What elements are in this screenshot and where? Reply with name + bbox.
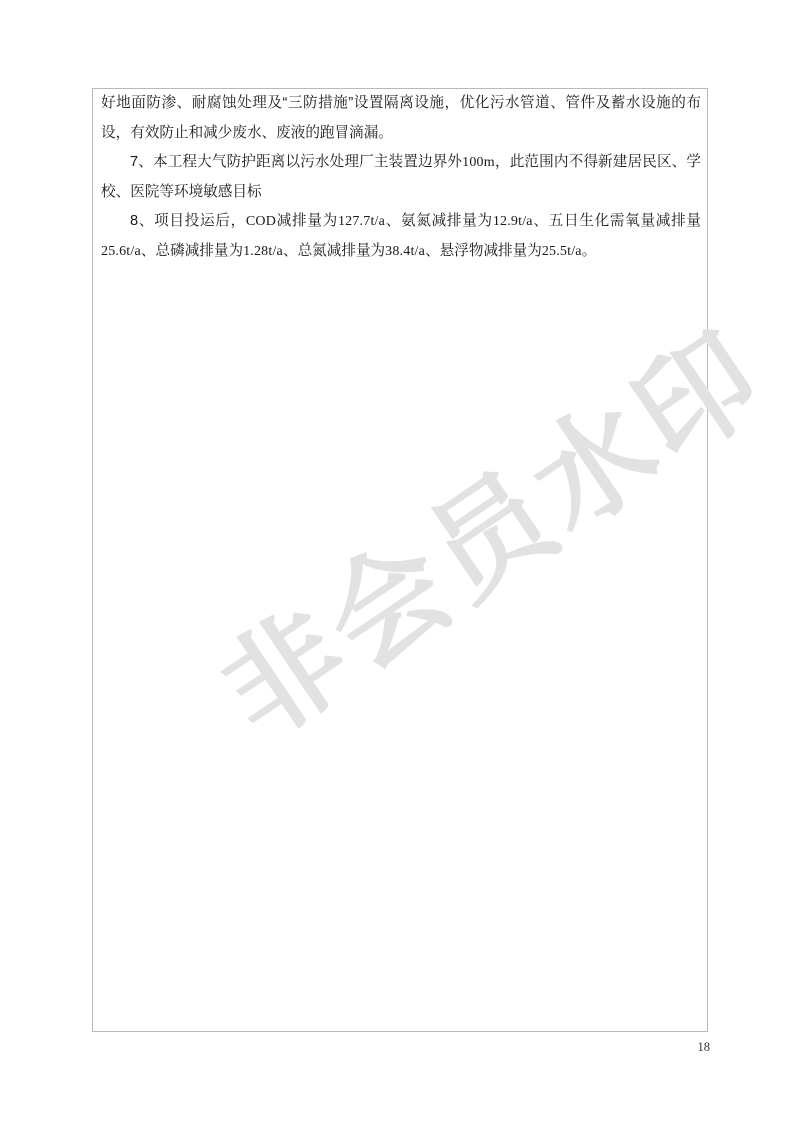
- text-run-cjk: 8、项目投运后，: [130, 213, 246, 229]
- text-run-latin: 12.9t/a: [492, 214, 533, 229]
- paragraph-p-continued: [101, 89, 701, 148]
- text-run-cjk: ，此范围内不得新建居民区、学校、医院等环境敏感目标: [101, 154, 701, 200]
- text-run-latin: 38.4t/a: [385, 243, 426, 259]
- page-content-frame: [92, 88, 790, 1032]
- text-run-latin: 25.5t/a: [541, 243, 582, 259]
- text-run-latin: 127.7t/a: [337, 214, 386, 229]
- text-run-cjk: 、悬浮物减排量为: [425, 242, 542, 259]
- text-run-latin: 25.6t/a: [101, 243, 141, 259]
- text-run-cjk: 、氨氮减排量为: [385, 213, 493, 229]
- text-run-cjk: 、总氮减排量为: [282, 242, 386, 259]
- text-run-latin: 100m: [462, 155, 495, 170]
- text-run-latin: 1.28t/a: [243, 243, 283, 259]
- text-run-cjk: 7、本工程大气防护距离以污水处理厂主装置边界外: [130, 154, 463, 170]
- text-run-cjk: 减排量为: [276, 213, 338, 229]
- text-run-cjk: 。: [581, 242, 597, 259]
- watermark-line: 非会员水印: [197, 303, 790, 765]
- document-body-text: [101, 89, 701, 266]
- page-number: 18: [697, 1040, 710, 1054]
- paragraph-p-8: [101, 207, 701, 266]
- text-run-latin: COD: [245, 214, 277, 229]
- text-run-cjk: 、五日生化需氧量减排量: [532, 213, 701, 229]
- watermark: [192, 303, 790, 915]
- text-run-cjk: 好地面防渗、耐腐蚀处理及“三防措施”设置隔离设施，优化污水管道、管件及蓄水设施的布设，有效防止和减少废水、废液的跑冒滴漏。: [101, 95, 701, 141]
- paragraph-p-7: [101, 148, 701, 207]
- text-run-cjk: 、总磷减排量为: [140, 242, 244, 259]
